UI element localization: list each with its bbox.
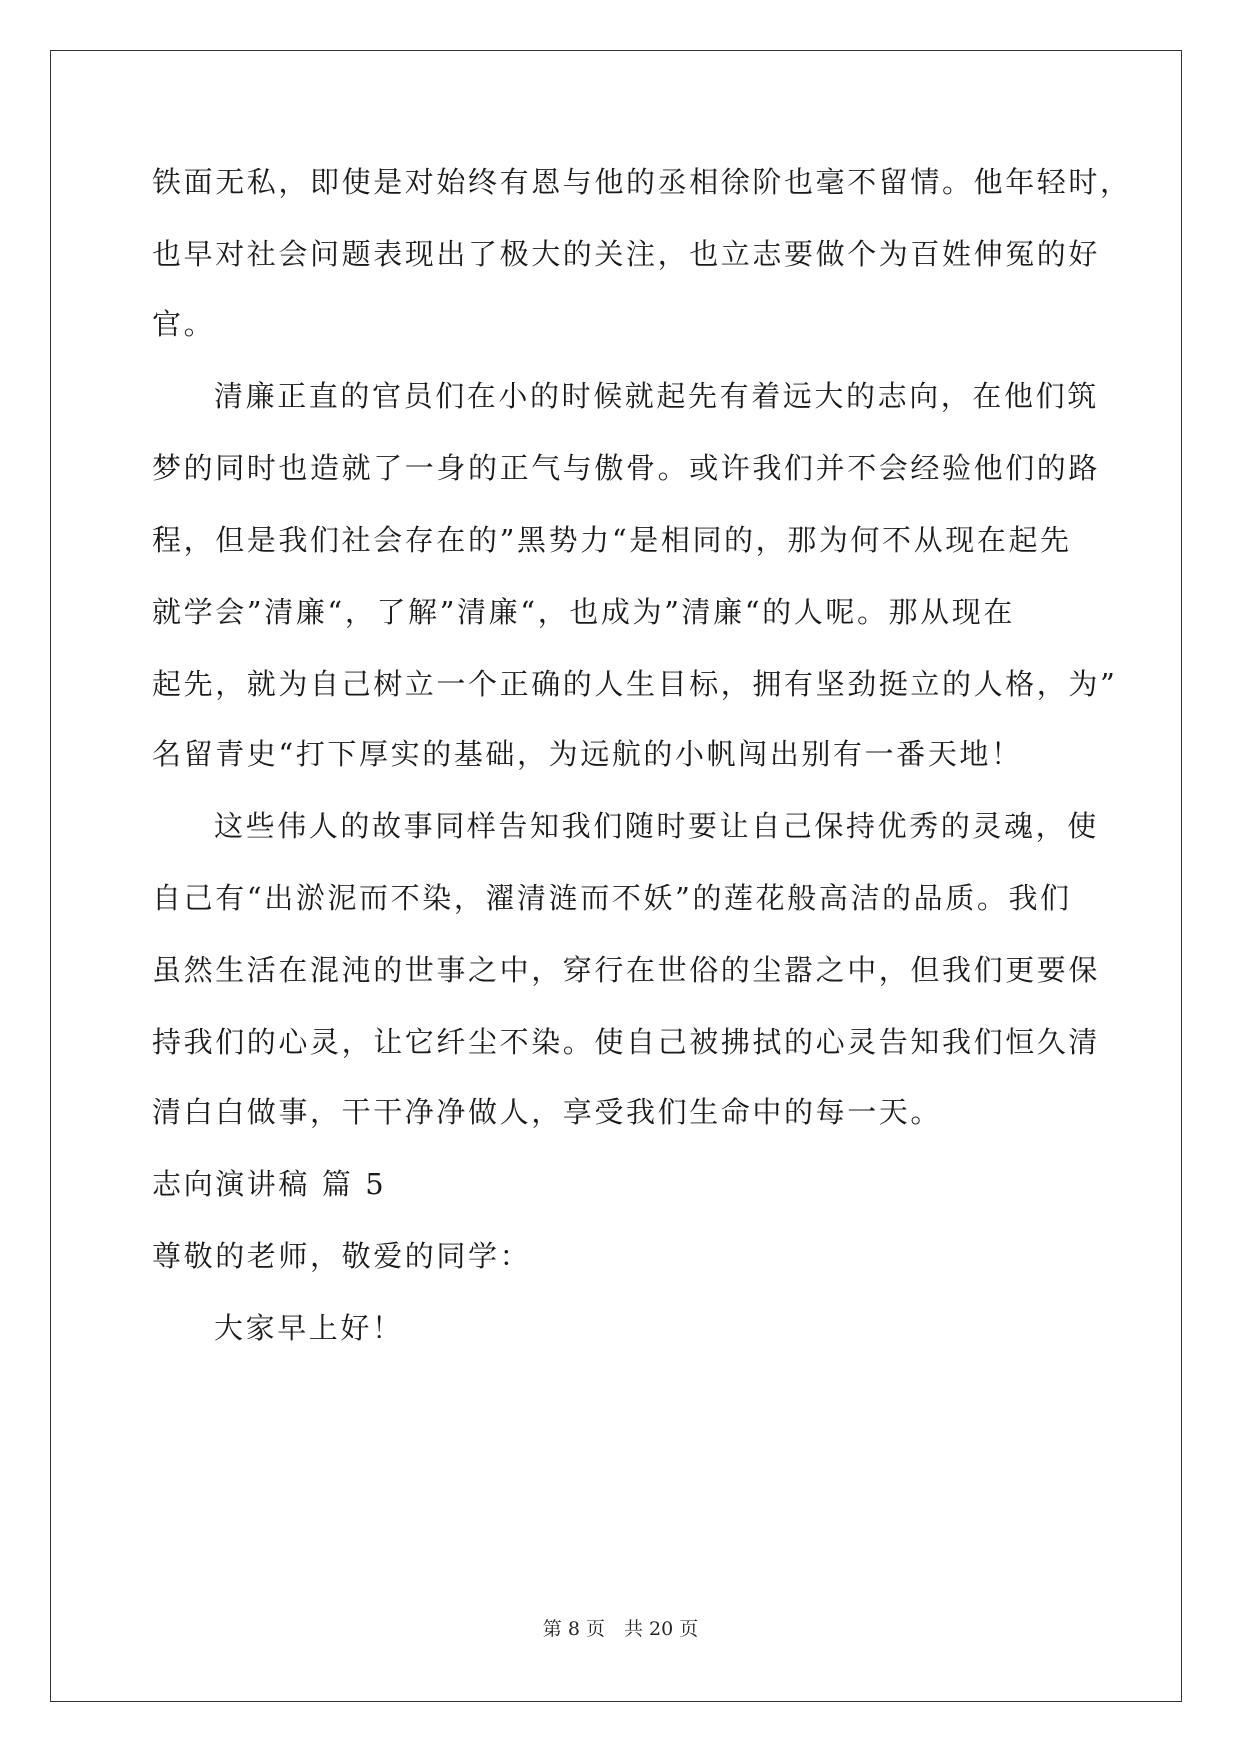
text-line: 铁面无私，即使是对始终有恩与他的丞相徐阶也毫不留情。他年轻时，	[152, 165, 1132, 199]
text-line: 起先，就为自己树立一个正确的人生目标，拥有坚劲挺立的人格，为”	[152, 667, 1118, 701]
text-line: 程，但是我们社会存在的”黑势力“是相同的，那为何不从现在起先	[152, 523, 1072, 557]
text-line: 自己有“出淤泥而不染，濯清涟而不妖”的莲花般高洁的品质。我们	[152, 881, 1072, 915]
text-line: 官。	[152, 307, 216, 341]
greeting: 大家早上好！	[214, 1311, 404, 1345]
section-heading: 志向演讲稿 篇 5	[152, 1167, 387, 1201]
text-line: 梦的同时也造就了一身的正气与傲骨。或许我们并不会经验他们的路	[152, 451, 1101, 485]
text-line: 也早对社会问题表现出了极大的关注，也立志要做个为百姓伸冤的好	[152, 237, 1101, 271]
text-line: 就学会”清廉“，了解”清廉“，也成为”清廉“的人呢。那从现在	[152, 595, 1015, 629]
text-line: 虽然生活在混沌的世事之中，穿行在世俗的尘嚣之中，但我们更要保	[152, 953, 1101, 987]
salutation: 尊敬的老师，敬爱的同学：	[152, 1239, 532, 1273]
page-footer	[0, 1614, 1241, 1641]
paragraph-start-line: 清廉正直的官员们在小的时候就起先有着远大的志向，在他们筑	[214, 379, 1099, 413]
text-line: 持我们的心灵，让它纤尘不染。使自己被拂拭的心灵告知我们恒久清	[152, 1025, 1101, 1059]
page-number: 第 8 页 共 20 页	[542, 1618, 699, 1640]
text-line: 名留青史“打下厚实的基础，为远航的小帆闯出别有一番天地！	[152, 737, 1023, 771]
text-line: 清白白做事，干干净净做人，享受我们生命中的每一天。	[152, 1095, 943, 1129]
paragraph-start-line: 这些伟人的故事同样告知我们随时要让自己保持优秀的灵魂，使	[214, 809, 1099, 843]
